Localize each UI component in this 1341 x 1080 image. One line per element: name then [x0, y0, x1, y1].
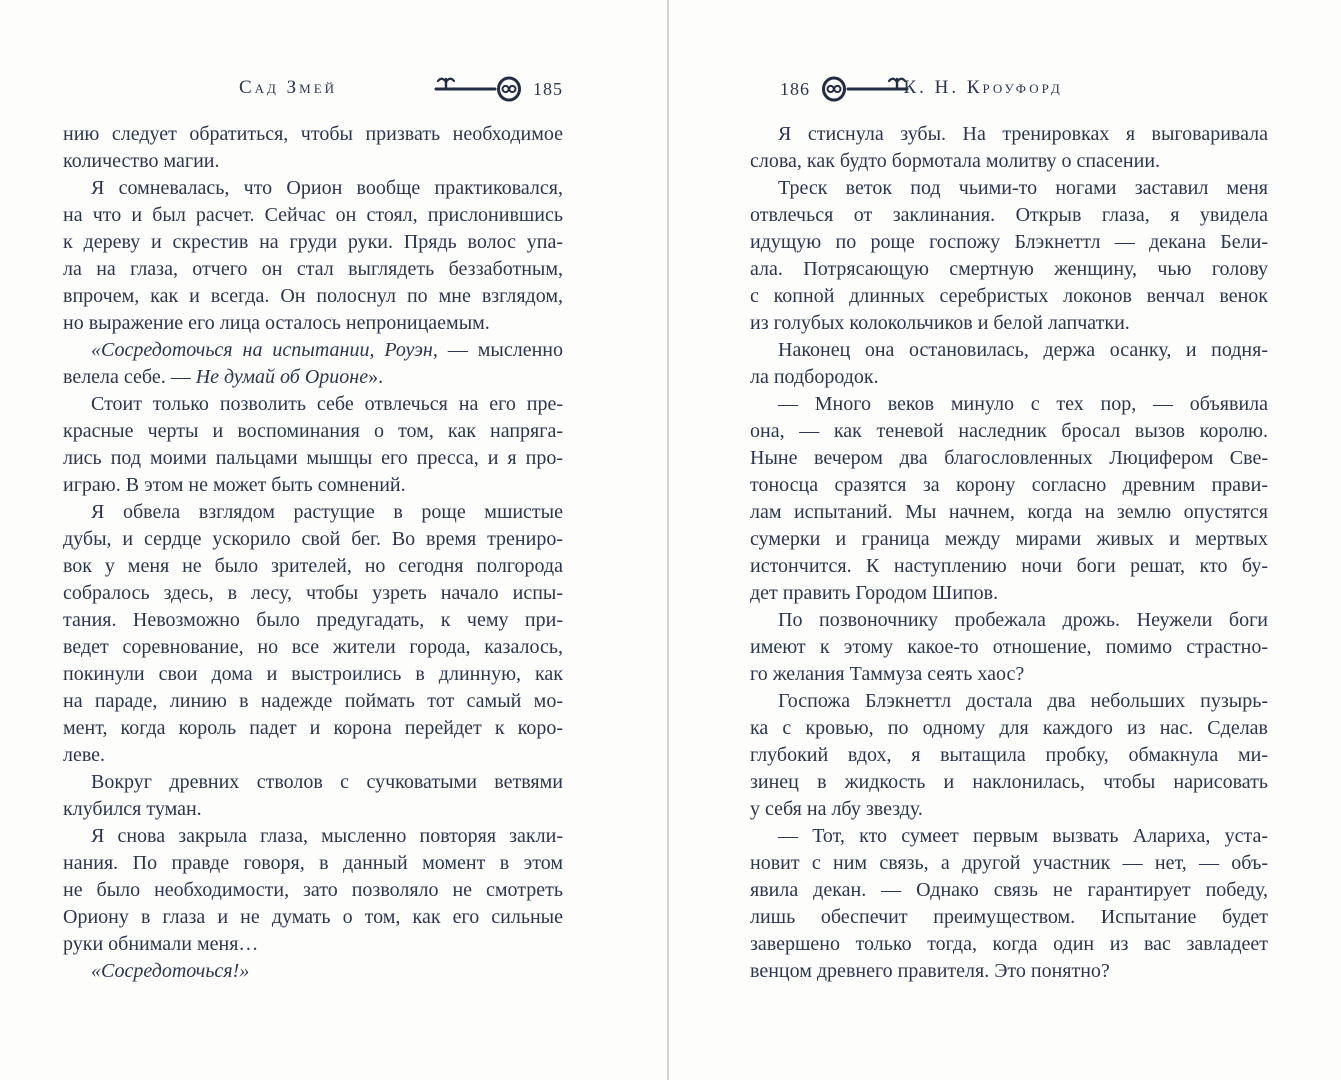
text-line: Наконец она остановилась, держа осанку, и подня-	[778, 339, 1268, 361]
paragraph	[750, 121, 1268, 175]
page-header-right	[750, 76, 1268, 102]
paragraph	[750, 688, 1268, 823]
text-line: Я обвела взглядом растущие в роще мшистые	[91, 501, 563, 523]
text-line: Стоит только позволить себе отвлечься на его пре-	[91, 393, 563, 415]
text-line: Я сомневалась, что Орион вообще практиковался,	[91, 177, 563, 199]
text-line: к дереву и скрестив на груди руки. Прядь волос упа-	[63, 231, 563, 253]
text-line: завершено только тогда, когда один из вас завладеет	[750, 933, 1268, 955]
running-title-left: Сад Змей	[238, 77, 338, 98]
paragraph	[750, 607, 1268, 688]
text-line: — Тот, кто сумеет первым вызвать Алариха, уста-	[778, 825, 1268, 847]
paragraph	[63, 337, 563, 391]
text-line: собралось здесь, в лесу, чтобы узреть начало испы-	[63, 582, 563, 604]
text-line: Ныне вечером два благословленных Люцифером Све-	[750, 447, 1268, 469]
text-line: — Много веков минуло с тех пор, — объявила	[778, 393, 1268, 415]
paragraph	[63, 823, 563, 958]
text-line: нию следует обратиться, чтобы призвать необходимое	[63, 123, 563, 145]
paragraph	[750, 823, 1268, 985]
text-line: клубился туман.	[63, 798, 202, 820]
paragraph	[750, 337, 1268, 391]
page-number-left: 185	[533, 78, 563, 99]
text-line: вок у меня не было зрителей, но сегодня полгорода	[63, 555, 563, 577]
text-line: глубокий вдох, я вытащила пробку, обмакнула ми-	[750, 744, 1268, 766]
text-line: Я снова закрыла глаза, мысленно повторяя закли-	[91, 825, 563, 847]
folio-group-left	[432, 76, 563, 102]
text-line: у себя на лбу звезду.	[750, 798, 923, 820]
page-body-left	[63, 121, 563, 985]
page-left	[63, 0, 563, 1080]
text-line: Вокруг древних стволов с сучковатыми ветвями	[91, 771, 563, 793]
text-line: лам испытаний. Мы начнем, когда на землю опустятся	[750, 501, 1268, 523]
text-line: играю. В этом не может быть сомнений.	[63, 474, 406, 496]
text-line: тоносца сразятся за корону согласно древним прави-	[750, 474, 1268, 496]
page-header-left	[63, 76, 563, 102]
paragraph	[63, 499, 563, 769]
page-right	[750, 0, 1268, 1080]
text-line: Ориону в глаза и не думать о том, как его сильные	[63, 906, 563, 928]
paragraph	[63, 121, 563, 175]
text-line: ведет соревнование, но все жители города, казалось,	[63, 636, 563, 658]
text-line: ала. Потрясающую смертную женщину, чью голову	[750, 258, 1268, 280]
text-line: лишь обеспечит преимуществом. Испытание будет	[750, 906, 1268, 928]
paragraph	[63, 175, 563, 337]
key-ornament-icon	[432, 75, 524, 103]
text-line: Треск веток под чьими-то ногами заставил меня	[778, 177, 1268, 199]
paragraph	[750, 391, 1268, 607]
text-line: венцом древнего правителя. Это понятно?	[750, 960, 1110, 982]
text-line: велела себе. — Не думай об Орионе».	[63, 366, 384, 388]
text-line: впрочем, как и всегда. Он полоснул по мне взглядом,	[63, 285, 563, 307]
paragraph	[63, 391, 563, 499]
page-gutter-divider	[667, 0, 669, 1080]
text-line: тания. Невозможно было предугадать, к чему при-	[63, 609, 563, 631]
text-line: «Сосредоточься!»	[91, 960, 250, 982]
text-line: истончится. К наступлению ночи боги решат, кто бу-	[750, 555, 1268, 577]
page-number-right: 186	[780, 78, 810, 99]
text-line: новит с ним связь, а другой участник — нет, — объ-	[750, 852, 1268, 874]
running-title-right: К. Н. Кроуфорд	[903, 77, 1063, 98]
text-line: слова, как будто бормотала молитву о спасении.	[750, 150, 1161, 172]
text-line: идущую по роще госпожу Блэкнеттл — декана Бели-	[750, 231, 1268, 253]
text-line: не было необходимости, зато позволяло не смотреть	[63, 879, 563, 901]
text-line: леве.	[63, 744, 106, 766]
text-line: она, — как теневой наследник бросал вызов королю.	[750, 420, 1268, 442]
text-line: явила декан. — Однако связь не гарантирует победу,	[750, 879, 1268, 901]
page-body-right	[750, 121, 1268, 985]
text-line: ка с кровью, по одному для каждого из нас. Сделав	[750, 717, 1268, 739]
paragraph	[750, 175, 1268, 337]
text-line: дубы, и сердце ускорило свой бег. Во время трениро-	[63, 528, 563, 550]
text-line: лись под моими пальцами мышцы его пресса, и я про-	[63, 447, 563, 469]
text-line: красные черты и воспоминания о том, как напряга-	[63, 420, 563, 442]
text-line: с копной длинных серебристых локонов венчал венок	[750, 285, 1268, 307]
text-line: сумерки и граница между мирами живых и мертвых	[750, 528, 1268, 550]
text-line: количество магии.	[63, 150, 220, 172]
text-line: но выражение его лица осталось непроницаемым.	[63, 312, 490, 334]
text-line: По позвоночнику пробежала дрожь. Неужели боги	[778, 609, 1268, 631]
text-line: на параде, линию в надежде поймать тот самый мо-	[63, 690, 563, 712]
text-line: имеют к этому какое-то отношение, помимо страстно-	[750, 636, 1268, 658]
text-line: го желания Таммуза сеять хаос?	[750, 663, 1025, 685]
paragraph	[63, 769, 563, 823]
text-line: Я стиснула зубы. На тренировках я выговаривала	[778, 123, 1268, 145]
folio-group-right	[780, 76, 911, 102]
text-line: нания. По правде говоря, в данный момент в этом	[63, 852, 563, 874]
text-line: отвлечься от заклинания. Открыв глаза, я увидела	[750, 204, 1268, 226]
paragraph	[63, 958, 563, 985]
key-ornament-icon	[819, 75, 911, 103]
text-line: «Сосредоточься на испытании, Роуэн, — мысленно	[91, 339, 563, 361]
text-line: зинец в жидкость и наклонилась, чтобы нарисовать	[750, 771, 1268, 793]
text-line: Госпожа Блэкнеттл достала два небольших пузырь-	[778, 690, 1268, 712]
text-line: мент, когда король падет и корона перейдет к коро-	[63, 717, 563, 739]
text-line: из голубых колокольчиков и белой лапчатки.	[750, 312, 1130, 334]
text-line: ла подбородок.	[750, 366, 879, 388]
text-line: ла на глаза, отчего он стал выглядеть беззаботным,	[63, 258, 563, 280]
text-line: покинули свои дома и выстроились в длинную, как	[63, 663, 563, 685]
text-line: руки обнимали меня…	[63, 933, 259, 955]
text-line: на что и был расчет. Сейчас он стоял, прислонившись	[63, 204, 563, 226]
text-line: дет править Городом Шипов.	[750, 582, 999, 604]
